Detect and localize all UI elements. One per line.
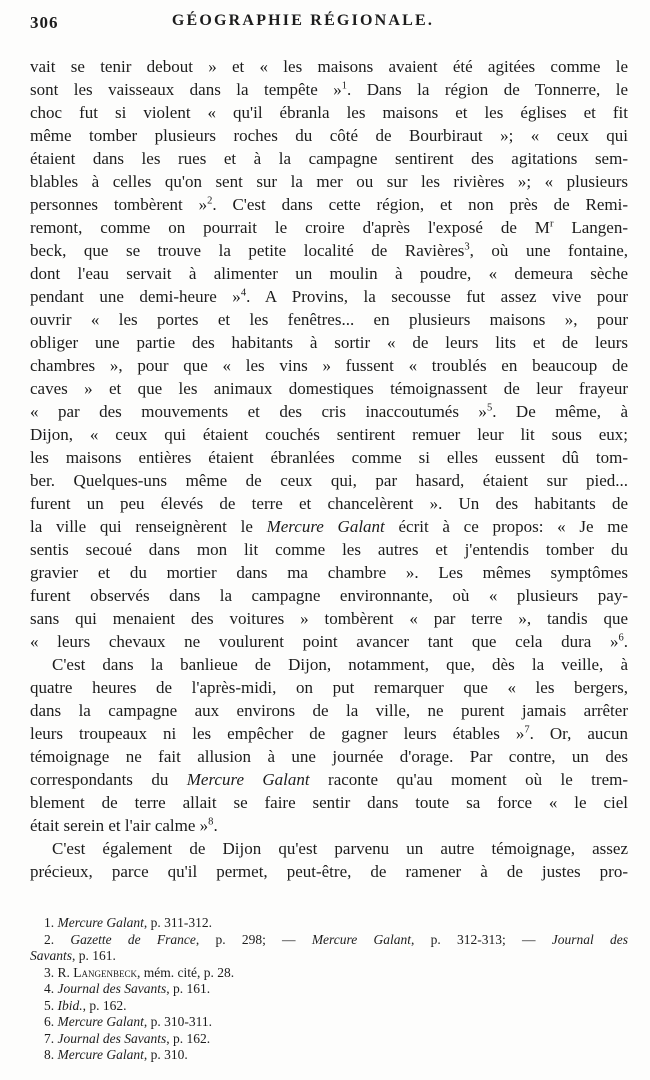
- text-line: ouvrir « les portes et les fenêtres... en plusieurs maisons », pour: [30, 310, 628, 329]
- text-line: précieux, parce qu'il permet, peut-être, de ramener à de justes pro-: [30, 862, 628, 881]
- footnote-marker: 5: [486, 402, 493, 414]
- text-line: choc fut si violent « qu'il ébranla les maisons et les églises et fit: [30, 103, 628, 122]
- page-header: [30, 12, 628, 36]
- footnote-line: 4. Journal des Savants, p. 161.: [44, 981, 211, 996]
- text-line: même tomber plusieurs roches du côté de Bourbiraut »; « ceux qui: [30, 126, 628, 145]
- paragraph: [30, 1047, 628, 1064]
- paragraph: [30, 837, 628, 883]
- page-number: 306: [30, 13, 59, 32]
- text-line: furent un peu élevés de terre et chancelèrent ». Un des habitants de: [30, 494, 628, 513]
- text-line: blement de terre allait se faire sentir dans toute sa force « le ciel: [30, 793, 628, 812]
- footnote-line: 1. Mercure Galant, p. 311-312.: [44, 915, 212, 930]
- paragraph: [30, 1031, 628, 1048]
- footnote-line: Savants, p. 161.: [30, 948, 116, 963]
- text-line: remont, comme on pourrait le croire d'après l'exposé de $M^r$ Langen-: [30, 218, 628, 237]
- text-line: pendant une demi-heure »$^4$. A Provins, la secousse fut assez vive pour: [30, 287, 628, 306]
- body-text: [30, 55, 628, 883]
- paragraph: [30, 55, 628, 653]
- paragraph: [30, 981, 628, 998]
- text-line: la ville qui renseignèrent le Mercure Galant écrit à ce propos: « Je me: [30, 517, 628, 536]
- footnote-marker: 3: [464, 241, 470, 253]
- text-line: ber. Quelques-uns même de ceux qui, par hasard, étaient sur pied...: [30, 471, 628, 490]
- text-line: leurs troupeaux ni les empêcher de gagner leurs étables »$^7$. Or, aucun: [30, 724, 628, 743]
- paragraph: [30, 915, 628, 932]
- text-line: gravier et du mortier dans ma chambre ». Les mêmes symptômes: [30, 563, 628, 582]
- text-line: témoignage ne fait allusion à une journée d'orage. Par contre, un des: [30, 747, 628, 766]
- footnote-line: 3. R. Langenbeck, mém. cité, p. 28.: [44, 964, 235, 980]
- footnote-marker: 7: [524, 724, 530, 736]
- footnote-marker: 8: [208, 816, 214, 828]
- paragraph: [30, 1014, 628, 1031]
- footnotes: [30, 915, 628, 1064]
- text-line: blables à celles qu'on sent sur la mer ou sur les rivières »; « plusieurs: [30, 172, 628, 191]
- footnote-marker: r: [549, 218, 554, 230]
- text-line: dont l'eau servait à alimenter un moulin à poudre, « demeura sèche: [30, 264, 628, 283]
- text-line: « par des mouvements et des cris inaccoutumés »$^5$. De même, à: [30, 402, 629, 421]
- paragraph: [30, 965, 628, 982]
- footnote-marker: 2: [207, 195, 213, 207]
- footnote-line: 6. Mercure Galant, p. 310-311.: [44, 1014, 212, 1029]
- running-title: GÉOGRAPHIE RÉGIONALE.: [171, 12, 435, 29]
- text-line: sont les vaisseaux dans la tempête »$^1$. Dans la région de Tonnerre, le: [30, 80, 628, 99]
- text-line: caves » et que les animaux domestiques témoignassent de leur frayeur: [30, 379, 628, 398]
- paragraph: [30, 998, 628, 1015]
- text-line: personnes tombèrent »$^2$. C'est dans cette région, et non près de Remi-: [30, 195, 629, 214]
- text-line: « leurs chevaux ne voulurent point avancer tant que cela dura »$^6$.: [30, 632, 628, 651]
- text-line: obliger une partie des habitants à sortir « de leurs lits et de leurs: [30, 333, 628, 352]
- text-line: chambres », pour que « les vins » fussent « troublés en beaucoup de: [30, 356, 628, 375]
- footnote-marker: 4: [240, 287, 247, 299]
- text-line: furent observés dans la campagne environnante, où « plusieurs pay-: [30, 586, 628, 605]
- text-line: Dijon, « ceux qui étaient couchés sentirent remuer leur lit sous eux;: [30, 425, 628, 444]
- footnote-line: 5. Ibid., p. 162.: [44, 997, 127, 1013]
- footnote-line: 7. Journal des Savants, p. 162.: [44, 1030, 211, 1046]
- text-line: beck, que se trouve la petite localité de Ravières$^3$, où une fontaine,: [30, 241, 628, 260]
- text-line: sentis secoué dans mon lit comme les autres et j'entendis tomber du: [30, 540, 628, 559]
- text-line: était serein et l'air calme »$^8$.: [30, 816, 218, 835]
- footnote-line: 8. Mercure Galant, p. 310.: [44, 1047, 188, 1062]
- text-line: les maisons entières étaient ébranlées comme si elles eussent dû tom-: [30, 448, 628, 467]
- footnote-marker: 1: [341, 80, 348, 92]
- text-line: sans qui menaient des voitures » tombèrent « par terre », tandis que: [30, 609, 628, 628]
- text-line: C'est dans la banlieue de Dijon, notamment, que, dès la veille, à: [52, 655, 628, 674]
- paragraph: [30, 653, 628, 837]
- footnote-line: 2. Gazette de France, p. 298; — Mercure Galant, p. 312-313; — Journal des: [44, 931, 629, 947]
- text-line: vait se tenir debout » et « les maisons avaient été agitées comme le: [30, 57, 628, 76]
- text-line: quatre heures de l'après-midi, on put remarquer que « les bergers,: [30, 678, 628, 697]
- text-line: dans la campagne aux environs de la ville, ne purent jamais arrêter: [30, 701, 628, 720]
- text-line: étaient dans les rues et à la campagne sentirent des agitations sem-: [30, 149, 628, 168]
- text-line: correspondants du Mercure Galant raconte qu'au moment où le trem-: [30, 770, 628, 789]
- footnote-marker: 6: [618, 632, 624, 644]
- text-line: C'est également de Dijon qu'est parvenu un autre témoignage, assez: [52, 839, 628, 858]
- paragraph: [30, 932, 628, 965]
